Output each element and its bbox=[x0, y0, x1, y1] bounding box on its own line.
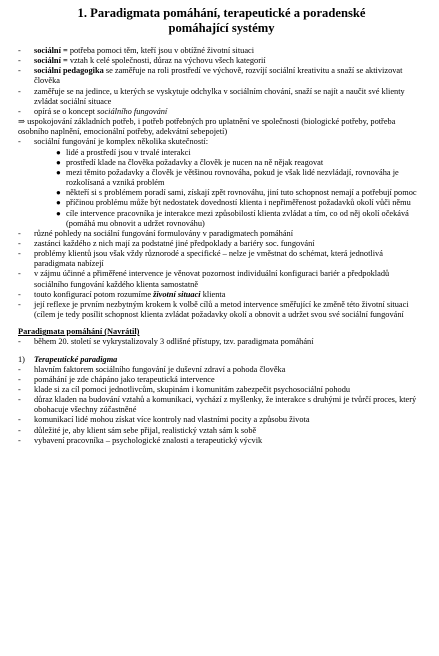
bullet-item: ● prostředí klade na člověka požadavky a člověk je nucen na ně nějak reagovat bbox=[56, 157, 324, 167]
bullet-item: ● lidé a prostředí jsou v trvalé interakci bbox=[56, 147, 191, 157]
list-item: - sociální pedagogika se zaměřuje na roli prostředí ve výchově, rozvíjí sociální kreativitu a snaží se aktivizovat člověka bbox=[18, 66, 403, 86]
list-item: - opírá se o koncept sociálního fungování bbox=[18, 106, 168, 116]
list-item: - důraz kladen na budování vztahů a komunikaci, vychází z myšlenky, že interakce s druhými je tvůrčí proces, který obohacuje všechny zúčastněné bbox=[18, 395, 417, 415]
list-item: - různé pohledy na sociální fungování formulovány v paradigmatech pomáhání bbox=[18, 228, 294, 238]
title-line-1: 1. Paradigmata pomáhání, terapeutické a poradenské bbox=[77, 6, 366, 20]
bullet-item: ● mezi těmito požadavky a člověk je většinou rovnováha, pokud je však lidé nezvládají, rovnováha je rozkolísaná a vzniká problém bbox=[56, 167, 399, 188]
list-item: - sociální = vztah k celé společnosti, důraz na výchovu všech kategorií bbox=[18, 56, 266, 66]
arrow-paragraph: ⇒ uspokojování základních potřeb, i potřeb potřebných pro uplatnění ve společnosti (biologické potřeby, potřeba osobního naplnění, emocionální potřeby, adekvátní sebepojetí) bbox=[18, 117, 396, 137]
intro-list bbox=[18, 46, 425, 117]
paradigm-list bbox=[18, 365, 425, 446]
list-item: - během 20. století se vykrystalizovaly 3 odlišné přístupy, tzv. paradigmata pomáhání bbox=[18, 337, 314, 347]
list-item: - zaměřuje se na jedince, u kterých se vyskytuje odchylka v sociálním chování, snaží se najít a naučit své klienty zvládat sociální situace bbox=[18, 86, 405, 106]
bullet-icon: ● bbox=[56, 208, 61, 218]
bullet-icon: ● bbox=[56, 198, 61, 208]
bullet-item: ● cíle intervence pracovníka je interakce mezi způsobilostí klienta zvládat a tím, co od něj okolí očekává (pomáhá mu obnovit a udržet rovnováhu) bbox=[56, 208, 409, 228]
complex-list bbox=[18, 137, 425, 320]
list-item: - pomáhání je zde chápáno jako terapeutická intervence bbox=[18, 374, 215, 384]
page-title bbox=[18, 6, 425, 36]
list-item: - zastánci každého z nich mají za podstatné jiné předpoklady a bariéry soc. fungování bbox=[18, 238, 315, 248]
list-item: - vybavení pracovníka – psychologické znalosti a terapeutický výcvik bbox=[18, 435, 263, 445]
bullet-icon: ● bbox=[56, 147, 61, 157]
bullet-item: ● příčinou problému může být nedostatek dovedností klienta i nepřiměřenost požadavků okolí vůči němu bbox=[56, 198, 411, 208]
list-item: - v zájmu účinné a přiměřené intervence je věnovat pozornost individuální konfiguraci bariér a předpokladů sociálního fungování každého klienta samostatně bbox=[18, 269, 390, 289]
list-item: - touto konfigurací potom rozumíme životní situaci klienta bbox=[18, 289, 226, 299]
list-item: - důležité je, aby klient sám sebe přijal, realistický vztah sám k sobě bbox=[18, 425, 257, 435]
bullet-icon: ● bbox=[56, 167, 61, 177]
list-item: - komunikací lidé mohou získat více kontroly nad vlastními pocity a způsobu života bbox=[18, 415, 310, 425]
section-list bbox=[18, 337, 425, 347]
list-item: - klade si za cíl pomoci jednotlivcům, skupinám i komunitám zabezpečit psychosociální pohodu bbox=[18, 385, 351, 394]
bullet-item: ● někteří si s problémem poradí sami, získají zpět rovnováhu, jiní tuto schopnost nemají a potřebují pomoc bbox=[56, 188, 417, 198]
bullet-icon: ● bbox=[56, 157, 61, 167]
list-item: - sociální fungování je komplex několika skutečností: ● lidé a prostředí jsou v trvalé interakci ● prostředí klade na člověka požadavky a člověk je nucen na ně nějak reagovat ● mezi těmito požadavky a člověk je většinou rovnováha, pokud je však lidé nezvládají, rovnováha je rozkolísaná a vzniká problém ● někteří si s problémem poradí sami, získají zpět rovnováhu, jiní tuto schopnost nemají a potřebují pomoc ● příčinou problému může být nedostatek dovedností klienta i nepřiměřenost požadavků okolí vůči němu ● cíle intervence pracovníka je interakce mezi způsobilostí klienta zvládat a tím, co od něj okolí očekává (pomáhá mu obnovit a udržet rovnováhu) bbox=[18, 137, 425, 228]
list-item: - její reflexe je prvním nezbytným krokem k volbě cílů a metod intervence směřující ke změně této životní situaci (cílem je tedy posílit schopnost klienta zvládat požadavky okolí a obnovit a udržet svou své sociální fungování bbox=[18, 299, 409, 320]
list-item: - problémy klientů jsou však vždy různorodé a specifické – nelze je vměstnat do schémat, která jednotlivá paradigmata nabízejí bbox=[18, 249, 383, 269]
bullet-icon: ● bbox=[56, 188, 61, 198]
section-heading: Paradigmata pomáhání (Navrátil) bbox=[18, 327, 140, 337]
bullet-sublist bbox=[34, 148, 425, 229]
paradigm-heading: 1) Terapeutické paradigma bbox=[18, 354, 118, 364]
list-item: - hlavním faktorem sociálního fungování je duševní zdraví a pohoda člověka bbox=[18, 364, 286, 374]
title-line-2: pomáhající systémy bbox=[168, 21, 275, 35]
list-item: - sociální = potřeba pomoci těm, kteří jsou v obtížné životní situaci bbox=[18, 46, 255, 55]
